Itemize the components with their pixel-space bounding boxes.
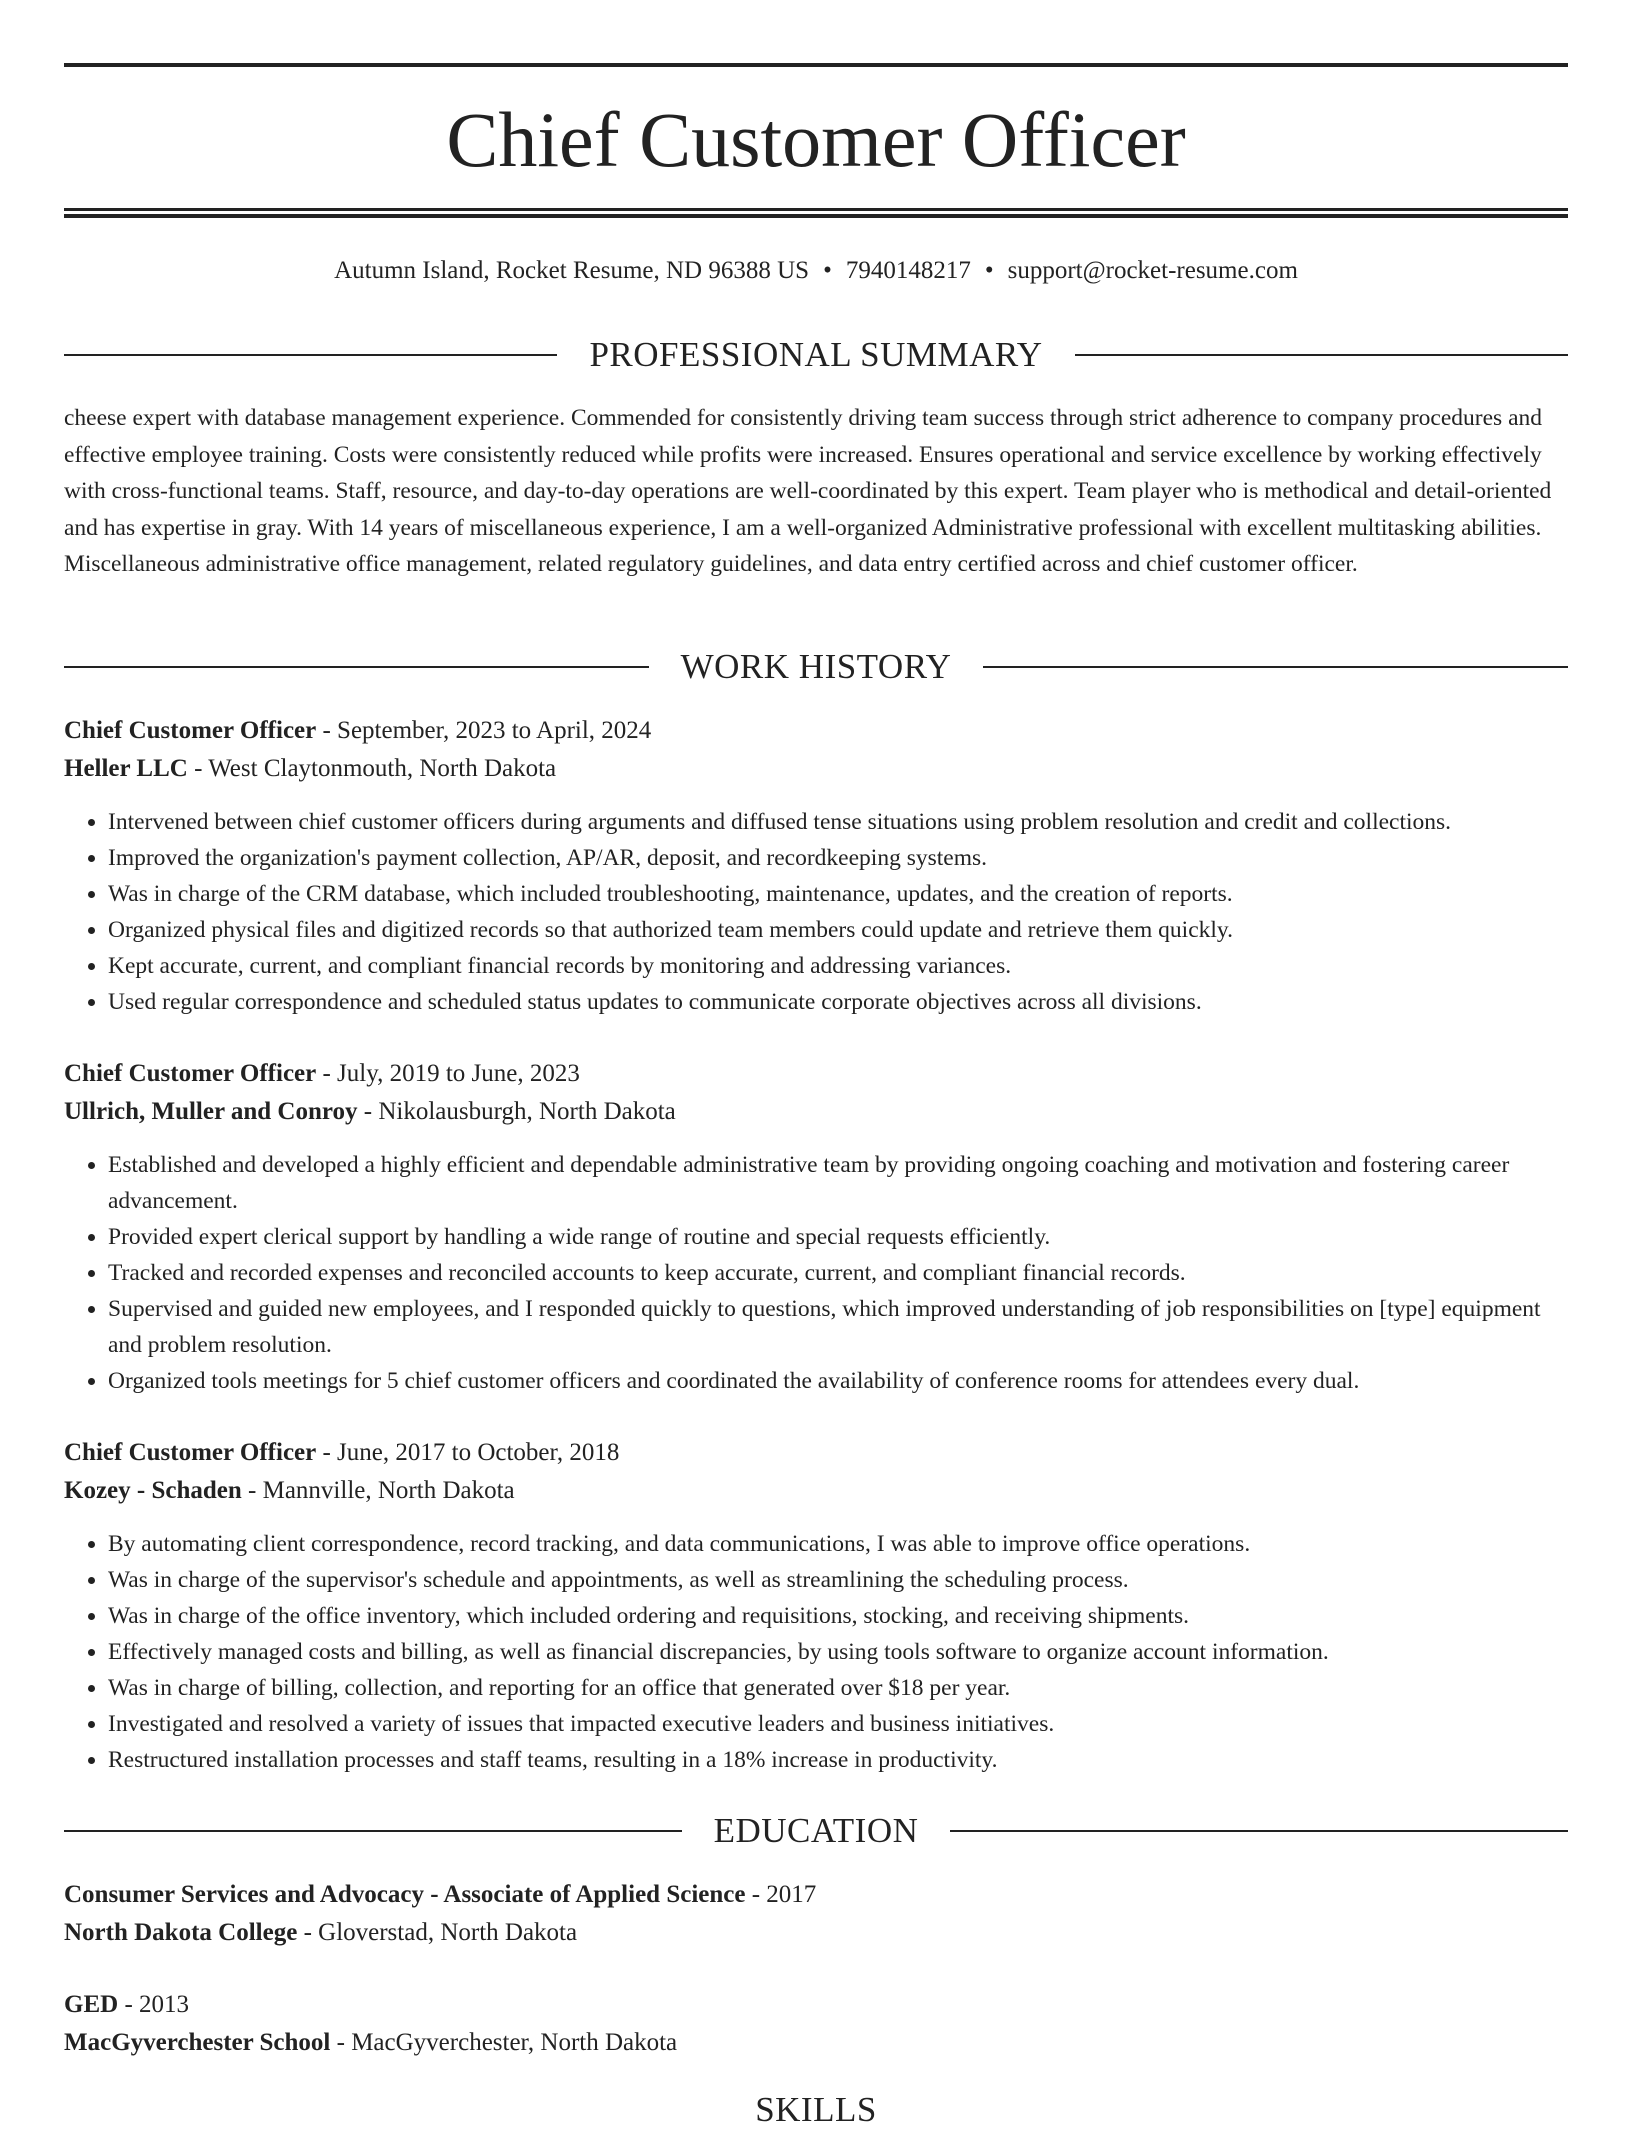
job-dates: - September, 2023 to April, 2024 [316,717,652,744]
job-location: - Nikolausburgh, North Dakota [357,1098,676,1125]
contact-separator: • [984,257,994,284]
education-degree: GED [64,1991,119,2018]
job-bullet: • Was in charge of the supervisor's schedule and appointments, as well as streamlining the scheduling process. [108,1562,1568,1598]
education-school: MacGyverchester School [64,2029,331,2056]
double-rule [64,208,1568,218]
education-entry [64,1986,1568,2062]
job-bullet: • Used regular correspondence and scheduled status updates to communicate corporate objectives across all divisions. [108,984,1568,1020]
job-dates: - July, 2019 to June, 2023 [316,1060,580,1087]
section-title-work: WORK HISTORY [680,647,952,686]
job-bullet: • Kept accurate, current, and compliant financial records by monitoring and addressing variances. [108,948,1568,984]
education-school-line [64,2024,1568,2062]
education-location: - MacGyverchester, North Dakota [330,2029,678,2056]
job-bullets [64,1147,1568,1399]
contact-phone: 7940148217 [845,257,971,284]
job-bullet: • Effectively managed costs and billing, as well as financial discrepancies, by using tools software to organize account information. [108,1634,1568,1670]
job-bullet: • Supervised and guided new employees, and I responded quickly to questions, which improved understanding of job responsibilities on [type] equipment and problem resolution. [108,1291,1568,1363]
job-bullet: • Established and developed a highly efficient and dependable administrative team by providing ongoing coaching and motivation and fostering career advancement. [108,1147,1568,1219]
contact-email: support@rocket-resume.com [1007,257,1298,284]
education-degree-line [64,1876,1568,1914]
job-bullet: • Organized physical files and digitized records so that authorized team members could update and retrieve them quickly. [108,912,1568,948]
job-entry [64,712,1568,1020]
section-rule [64,666,649,668]
job-location: - Mannville, North Dakota [241,1477,515,1504]
job-company-line [64,750,1568,788]
job-dates: - June, 2017 to October, 2018 [316,1439,620,1466]
education-degree: Consumer Services and Advocacy - Associate of Applied Science [64,1881,746,1908]
job-company: Heller LLC [64,755,188,782]
job-bullet: • Organized tools meetings for 5 chief customer officers and coordinated the availability of conference rooms for attendees every dual. [108,1363,1568,1399]
job-bullet: • Was in charge of the CRM database, which included troubleshooting, maintenance, updates, and the creation of reports. [108,876,1568,912]
contact-address: Autumn Island, Rocket Resume, ND 96388 US [334,257,810,284]
job-company-line [64,1093,1568,1131]
job-bullet: • Tracked and recorded expenses and reconciled accounts to keep accurate, current, and compliant financial records. [108,1255,1568,1291]
job-bullets [64,804,1568,1020]
job-company: Ullrich, Muller and Conroy [64,1098,358,1125]
job-bullet: • Provided expert clerical support by handling a wide range of routine and special requests efficiently. [108,1219,1568,1255]
job-bullet: • Was in charge of billing, collection, and reporting for an office that generated over $18 per year. [108,1670,1568,1706]
job-location: - West Claytonmouth, North Dakota [187,755,557,782]
job-role: Chief Customer Officer [64,1060,317,1087]
job-bullet: • Restructured installation processes and staff teams, resulting in a 18% increase in productivity. [108,1742,1568,1778]
education-year: - 2017 [745,1881,817,1908]
section-rule [1075,354,1568,356]
job-role: Chief Customer Officer [64,717,317,744]
education-location: - Gloverstad, North Dakota [297,1919,578,1946]
job-bullet: • Intervened between chief customer officers during arguments and diffused tense situations using problem resolution and credit and collections. [108,804,1568,840]
education-school-line [64,1914,1568,1952]
job-bullets [64,1526,1568,1778]
contact-separator: • [823,257,832,284]
job-role: Chief Customer Officer [64,1439,317,1466]
contact-line [64,254,1568,288]
job-bullet: • By automating client correspondence, record tracking, and data communications, I was able to improve office operations. [108,1526,1568,1562]
education-degree-line [64,1986,1568,2024]
section-title-skills: SKILLS [755,2090,877,2129]
education-year: - 2013 [118,1991,190,2018]
education-entry [64,1876,1568,1952]
job-title-line [64,1055,1568,1093]
job-title-line [64,712,1568,750]
job-title-line [64,1434,1568,1472]
section-title-education: EDUCATION [713,1811,919,1850]
section-title-summary: PROFESSIONAL SUMMARY [589,335,1043,374]
job-bullet: • Investigated and resolved a variety of issues that impacted executive leaders and business initiatives. [108,1706,1568,1742]
section-rule [950,1830,1568,1832]
job-entry [64,1434,1568,1778]
section-rule [64,354,557,356]
job-entry [64,1055,1568,1399]
section-rule [983,666,1568,668]
education-school: North Dakota College [64,1919,298,1946]
section-header-education [64,1809,1568,1853]
job-company: Kozey - Schaden [64,1477,242,1504]
section-header-skills [64,2088,1568,2132]
section-rule [64,1830,682,1832]
section-header-work [64,645,1568,689]
job-company-line [64,1472,1568,1510]
summary-text: cheese expert with database management experience. Commended for consistently driving team success through strict adherence to company procedures and effective employee training. Costs were consistently reduced while profits were increased. Ensures operational and service excellence by working effectively with cross-functional teams. Staff, resource, and day-to-day operations are well-coordinated by this expert. Team player who is methodical and detail-oriented and has expertise in gray. With 14 years of miscellaneous experience, I am a well-organized Administrative professional with excellent multitasking abilities. Miscellaneous administrative office management, related regulatory guidelines, and data entry certified across and chief customer officer. [64,405,1552,577]
resume-name: Chief Customer Officer [446,96,1186,183]
top-rule [64,63,1568,67]
job-bullet: • Was in charge of the office inventory, which included ordering and requisitions, stocking, and receiving shipments. [108,1598,1568,1634]
job-bullet: • Improved the organization's payment collection, AP/AR, deposit, and recordkeeping systems. [108,840,1568,876]
section-header-summary [64,333,1568,377]
